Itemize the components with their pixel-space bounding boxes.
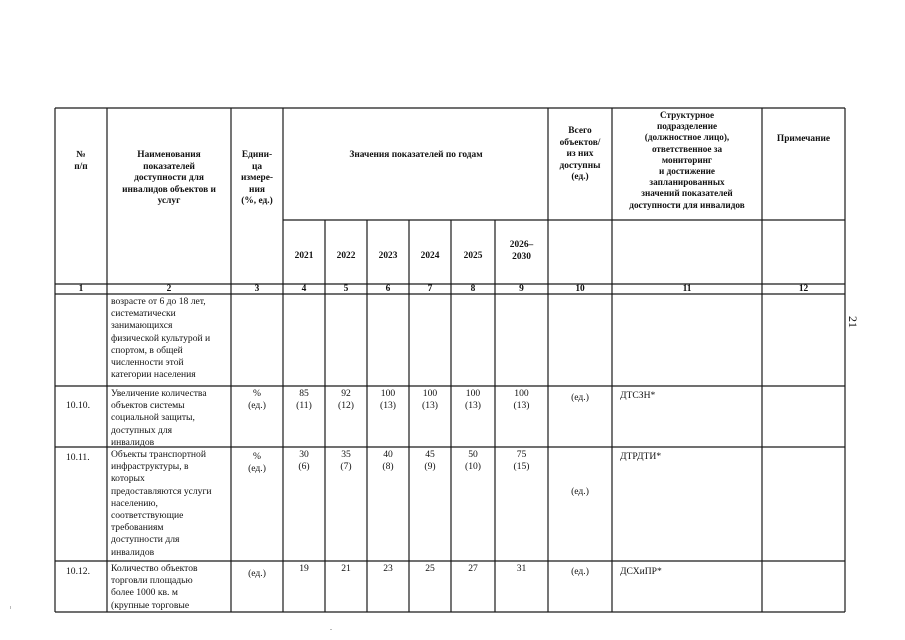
column-number: 2 [166,284,172,294]
row-total: (ед.) [571,566,589,577]
header-unit: Едини- ца измере- ния (%, ед.) [240,150,274,207]
year-header: 2022 [336,251,356,261]
year-header: 2023 [378,251,398,261]
row-value: 25 [425,563,435,574]
row-value: 92 (12) [338,388,354,412]
page-number: 21 [846,316,860,328]
row-number: 10.11. [66,452,90,463]
column-number: 8 [470,284,476,294]
row-name: возрасте от 6 до 18 лет, систематически занимающихся физической культурой и спортом, в общей численности этой категории населения [111,296,211,381]
column-number: 7 [427,284,433,294]
column-number: 6 [385,284,391,294]
row-value: 100 (13) [380,388,396,412]
column-number: 1 [78,284,84,294]
row-responsible: ДСХиПР* [620,566,662,577]
column-number: 3 [254,284,260,294]
year-header: 2026– 2030 [509,240,534,262]
row-value: 75 (15) [513,449,530,473]
row-unit: (ед.) [248,568,266,579]
row-name: Количество объектов торговли площадью более 1000 кв. м (крупные торговые [111,563,198,611]
row-value: 31 [516,563,527,574]
year-header: 2025 [463,251,483,261]
row-value: 45 (9) [424,449,436,473]
row-value: 19 [299,563,309,574]
column-number: 11 [682,284,692,294]
row-value: 100 (13) [513,388,530,412]
row-value: 27 [468,563,478,574]
year-header: 2021 [294,251,314,261]
row-value: 100 (13) [422,388,438,412]
row-number: 10.10. [66,400,90,411]
header-note: Примечание [776,134,831,144]
column-number: 9 [519,284,524,294]
column-number: 4 [301,284,307,294]
row-total: (ед.) [571,486,589,497]
row-value: 85 (11) [296,388,312,412]
row-responsible: ДТСЗН* [620,390,656,401]
row-name: Увеличение количества объектов системы социальной защиты, доступных для инвалидов [111,388,207,448]
header-total: Всего объектов/ из них доступны (ед.) [559,126,601,183]
header-values-by-year: Значения показателей по годам [349,150,483,160]
row-name: Объекты транспортной инфраструктуры, в которых предоставляются услуги населению, соответствующие требованиям доступности для инвалидов [111,449,212,558]
row-value: 50 (10) [465,449,481,473]
header-responsible: Структурное подразделение (должностное лицо), ответственное за мониторинг и достижение запланированных значений показателей доступности для инвалидов [629,110,745,210]
row-unit: % (ед.) [248,451,266,475]
row-total: (ед.) [571,392,589,403]
row-value: 21 [341,563,351,574]
column-number: 12 [798,284,809,294]
row-value: 23 [383,563,393,574]
row-value: 100 (13) [465,388,481,412]
column-number: 10 [575,284,585,294]
row-value: 40 (8) [382,449,394,473]
row-unit: % (ед.) [248,388,266,412]
header-num: № п/п [74,150,88,172]
row-value: 35 (7) [340,449,352,473]
column-number: 5 [343,284,349,294]
row-responsible: ДТРДТИ* [620,451,662,462]
row-value: 30 (6) [298,449,310,473]
header-name: Наименования показателей доступности для инвалидов объектов и услуг [122,150,216,207]
year-header: 2024 [420,251,440,261]
row-number: 10.12. [66,566,90,577]
